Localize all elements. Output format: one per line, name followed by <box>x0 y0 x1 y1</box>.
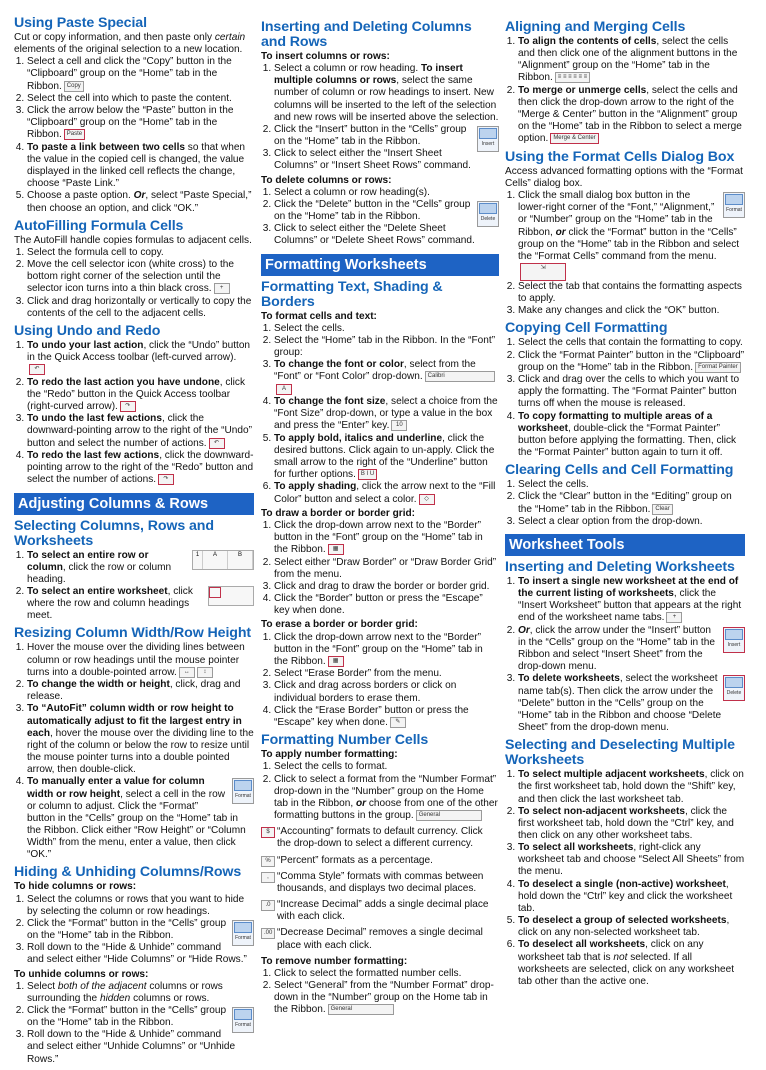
merge-center-button: Merge & Center <box>550 133 598 144</box>
increase-decimal-icon: .0 <box>261 900 275 911</box>
section-title: Formatting Number Cells <box>261 732 429 749</box>
redo-dropdown-icon: ↷ <box>158 474 174 485</box>
section-insert-delete-columns-rows: Inserting and Deleting Columns and Rows To insert columns or rows: 1. Select a column or row heading. To insert multiple columns or rows, select the same number of column or row headings to insert. New columns will be inserted to the left of the selection and new rows will be inserted above the selection. 2. Insert Click the “Insert” button in the “Cells” group on the “Home” tab in the Ribbon. 3. Click to select either the “Insert Sheet Columns” or “Insert Sheet Rows” command. To delete columns or rows: 1. Select a column or row heading(s). 2. Delete Click the “Delete” button in the “Cells” group on the “Home” tab in the Ribbon. 3. Click to select either the “Delete Sheet Columns” or “Delete Sheet Rows” command. <box>261 20 499 248</box>
section-title: Using Undo and Redo <box>14 322 161 339</box>
format-decrease-decimal: .00 “Decrease Decimal” removes a single decimal place with each click. <box>261 927 499 951</box>
intro: Cut or copy information, and then paste only certain elements of the original selection to a new location. <box>14 32 246 56</box>
section-title: Copying Cell Formatting <box>505 320 668 337</box>
insert-button-icon: 2. Insert <box>723 627 745 653</box>
percent-icon: % <box>261 856 275 867</box>
eraser-icon: ✎ <box>390 717 406 728</box>
section-title: Resizing Column Width/Row Height <box>14 625 252 642</box>
section-title: Selecting and Deselecting Multiple Worksheets <box>505 737 735 769</box>
undo-icon: ↶ <box>29 364 45 375</box>
section-autofill: AutoFilling Formula Cells The AutoFill handle copies formulas to adjacent cells. 1. Select the formula cell to copy. 2. Move the cell selector icon (white cross) to the bottom right corner of the selection until the selector icon turns into a thin black cross. + 3. Click and drag horizontally or vertically to copy the contents of the cell to the adjacent cells. <box>14 219 254 320</box>
section-copying: Copying Cell Formatting 1. Select the cells that contain the formatting to copy. 2. Click the “Format Painter” button in the “Clipboard” group on the “Home” tab in the Ribbon. Format Painter 3. Click and drag over the cells to which you want to apply the formatting. The “Format Painter” button turns off when the mouse is released. 4. To copy formatting to multiple areas of a worksheet, double-click the “Format Painter” button before applying the formatting. Then, click the “Format Painter” button again to turn it off. <box>505 321 745 459</box>
section-aligning: Aligning and Merging Cells 1. To align the contents of cells, select the cells and then click one of the alignment buttons in the “Alignment” group on the “Home” tab in the Ribbon. ≡ ≡ ≡ ≡ ≡ ≡ 2. To merge or unmerge cells, select the cells and then click the drop-down arrow to the right of the “Merge & Center” button in the “Alignment” group on the “Home” tab in the Ribbon to select a merge option. Merge & Center <box>505 20 745 146</box>
format-button-icon: 2. Format <box>232 1007 254 1033</box>
subheading: To hide columns or rows: <box>14 881 137 893</box>
steps: 1. Select a cell and click the “Copy” button in the “Clipboard” group on the “Home” tab in the Ribbon. Copy 2. Select the cell into which to paste the content. 3. Click the arrow below the “Paste” button in the “Clipboard” group on the “Home” tab in the Ribbon. Paste 4. To paste a link between two cells so that when the value in the copied cell is changed, the value displayed in the linked cell reflects the change, choose “Paste Link.” 5. Choose a paste option. Or, select “Paste Special,” then choose an option, and click “OK.” <box>14 56 254 214</box>
fill-color-icon: ◇ <box>419 494 435 505</box>
format-button-icon: 1. Format <box>723 192 745 218</box>
font-size-dropdown: 10 <box>391 420 407 431</box>
decrease-decimal-icon: .00 <box>261 928 275 939</box>
format-percent: % “Percent” formats as a percentage. <box>261 855 499 867</box>
copy-icon: Copy <box>64 81 84 92</box>
format-painter-button: Format Painter <box>695 362 741 373</box>
border-icon: ▦ <box>328 656 344 667</box>
undo-dropdown-icon: ↶ <box>209 438 225 449</box>
section-title: Using the Format Cells Dialog Box <box>505 148 735 165</box>
section-title: Formatting Text, Shading & Borders <box>261 278 443 310</box>
border-icon: ▦ <box>328 544 344 555</box>
section-clearing: Clearing Cells and Cell Formatting 1. Select the cells. 2. Click the “Clear” button in the “Editing” group on the “Home” tab in the Ribbon. Clear 3. Select a clear option from the drop-down. <box>505 463 745 528</box>
section-title: Aligning and Merging Cells <box>505 19 686 35</box>
banner-adjusting-columns-rows: Adjusting Columns & Rows <box>14 493 254 515</box>
section-title: Inserting and Deleting Columns and Rows <box>261 19 472 50</box>
column-3 <box>505 20 745 992</box>
section-title: Clearing Cells and Cell Formatting <box>505 462 734 479</box>
format-button-icon: 4. Format <box>232 778 254 804</box>
section-selecting: Selecting Columns, Rows and Worksheets 1. 1 A B To select an entire row or column, click the row or column heading. 2. To select an entire worksheet, click where the row and column headings meet. <box>14 519 254 623</box>
section-resizing: Resizing Column Width/Row Height 1. Hover the mouse over the dividing lines between column or row headings until the mouse pointer turns into a double-pointed arrow. ↔ ↕ 2. To change the width or height, click, drag and release. 3. To “AutoFit” column width or row height to automatically adjust to fit the largest entry in each, hover the mouse over the dividing line to the right of the column or below the row to resize until the mouse pointer turns into a double pointed arrow, then double-click. 4. Format To manually enter a value for column width or row height, select a cell in the row or column to adjust. Click the “Format” button in the “Cells” group on the “Home” tab in the Ribbon. Click either “Row Height” or “Column Width” from the menu, enter a value, then click “OK.” <box>14 626 254 861</box>
section-title: Selecting Columns, Rows and Worksheets <box>14 517 214 549</box>
alignment-buttons-icon: ≡ ≡ ≡ ≡ ≡ ≡ <box>555 72 590 83</box>
clear-button: Clear <box>652 504 672 515</box>
section-insert-delete-worksheets: Inserting and Deleting Worksheets 1. To insert a single new worksheet at the end of the current listing of worksheets, click the “Insert Worksheet” button that appears at the right end of the worksheet name tabs. + 2. Insert Or, click the arrow under the “Insert” button in the “Cells” group on the “Home” tab in the Ribbon and select “Insert Sheet” from the drop-down menu. 3. Delete To delete worksheets, select the worksheet name tab(s). Then click the arrow under the “Delete” button in the “Cells” group on the “Home” tab in the Ribbon and choose “Delete Sheet” from the drop-down menu. <box>505 560 745 734</box>
bold-italic-underline-icon: B I U <box>358 469 377 480</box>
font-dropdown: Calibri <box>425 371 495 382</box>
banner-formatting-worksheets: Formatting Worksheets <box>261 254 499 276</box>
delete-button-icon: 3. Delete <box>723 675 745 701</box>
resize-horizontal-icon: ↔ <box>179 667 195 678</box>
section-number-cells: Formatting Number Cells To apply number formatting: 1. Select the cells to format. 2. Click to select a format from the “Number Format” drop-down in the “Number” group on the Home tab in the Ribbon, or choose from one of the other formatting buttons in the group. General $ “Accounting” formats to default currency. Click the drop-down to select a different currency. % “Percent” formats as a percentage. , “Comma Style” formats with commas between thousands, and displays two decimal places. .0 “Increase Decimal” adds a single decimal place with each click. .00 “Decrease Decimal” removes a single decimal place with each click. To remove number formatting: 1. Click to select the formatted number cells. 2. Select “General” from the “Number Format” drop-down in the “Number” group on the Home tab in the Ribbon. General <box>261 733 499 1016</box>
section-text-shading-borders: Formatting Text, Shading & Borders To format cells and text: 1. Select the cells. 2. Select the “Home” tab in the Ribbon. In the “Font” group: 3. To change the font or color, select from the “Font” or “Font Color” drop-down. CalibriA 4. To change the font size, select a choice from the “Font Size” drop-down, or type a value in the box and press the “Enter” key. 10 5. To apply bold, italics and underline, click the desired buttons. Click again to un-apply. Click the small arrow to the right of the “Underline” button for further options. B I U 6. To apply shading, click the arrow next to the “Fill Color” button and select a color. ◇ To draw a border or border grid: 1. Click the drop-down arrow next to the “Border” button in the “Font” group on the “Home” tab in the Ribbon. ▦ 2. Select either “Draw Border” or “Draw Border Grid” from the menu. 3. Click and drag to draw the border or border grid. 4. Click the “Border” button or press the “Escape” key when done. To erase a border or border grid: 1. Click the drop-down arrow next to the “Border” button in the “Font” group on the “Home” tab in the Ribbon. ▦ 2. Select “Erase Border” from the menu. 3. Click and drag across borders or click on individual borders to erase them. 4. Click the “Erase Border” button or press the “Escape” key when done. ✎ <box>261 280 499 730</box>
paste-icon: Paste <box>64 129 85 140</box>
format-increase-decimal: .0 “Increase Decimal” adds a single decimal place with each click. <box>261 899 499 923</box>
section-hiding: Hiding & Unhiding Columns/Rows To hide columns or rows: 1. Select the columns or rows that you want to hide by selecting the column or row headings. 2. Format Click the “Format” button in the “Cells” group on the “Home” tab in the Ribbon. 3. Roll down to the “Hide & Unhide” command and select either “Hide Columns” or “Hide Rows.” To unhide columns or rows: 1. Select both of the adjacent columns or rows surrounding the hidden columns or rows. 2. Format Click the “Format” button in the “Cells” group on the “Home” tab in the Ribbon. 3. Roll down to the “Hide & Unhide” command and select either “Unhide Columns” or “Unhide Rows.” <box>14 865 254 1065</box>
section-title: Hiding & Unhiding Columns/Rows <box>14 864 242 881</box>
select-all-corner-icon <box>208 586 254 606</box>
section-select-multiple-worksheets: Selecting and Deselecting Multiple Worksheets 1. To select multiple adjacent worksheets, click on the first worksheet tab, hold down the “Shift” key, and then click the last worksheet tab. 2. To select non-adjacent worksheets, click the first worksheet tab, hold down the “Ctrl” key, and then click on any other worksheet tabs. 3. To select all worksheets, right-click any worksheet tab and choose “Select All Sheets” from the menu. 4. To deselect a single (non-active) worksheet, hold down the “Ctrl” key and click the worksheet tab. 5. To deselect a group of selected worksheets, click on any non-selected worksheet tab. 6. To deselect all worksheets, click on any worksheet tab that is not selected. If all worksheets are selected, click on any worksheet tab other than the active one. <box>505 738 745 988</box>
number-format-dropdown: General <box>328 1004 394 1015</box>
number-format-dropdown: General <box>416 810 482 821</box>
insert-worksheet-plus-icon: + <box>666 612 682 623</box>
subheading: To unhide columns or rows: <box>14 968 149 980</box>
insert-button-icon: 2. Insert <box>477 126 499 152</box>
redo-icon: ↷ <box>120 401 136 412</box>
format-comma: , “Comma Style” formats with commas between thousands, and displays two decimal places. <box>261 871 499 895</box>
section-title: AutoFilling Formula Cells <box>14 217 184 234</box>
resize-vertical-icon: ↕ <box>197 667 213 678</box>
section-paste-special <box>14 16 254 215</box>
format-button-icon: 2. Format <box>232 920 254 946</box>
section-title: Inserting and Deleting Worksheets <box>505 559 735 575</box>
section-undo-redo: Using Undo and Redo 1. To undo your last action, click the “Undo” button in the Quick Access toolbar (left-curved arrow).↶ 2. To redo the last action you have undone, click the “Redo” button in the Quick Access toolbar (right-curved arrow). ↷ 3. To undo the last few actions, click the downward-pointing arrow to the right of the “Undo” button and select the number of actions. ↶ 4. To redo the last few actions, click the downward-pointing arrow to the right of the “Redo” button and select the number of actions. ↷ <box>14 324 254 487</box>
format-accounting: $ “Accounting” formats to default currency. Click the drop-down to select a different currency. <box>261 826 499 850</box>
delete-button-icon: 2. Delete <box>477 201 499 227</box>
font-color-icon: A <box>276 384 292 395</box>
accounting-icon: $ <box>261 827 275 838</box>
column-1 <box>14 16 254 1070</box>
comma-icon: , <box>261 872 275 883</box>
column-2 <box>261 20 499 1021</box>
banner-worksheet-tools: Worksheet Tools <box>505 534 745 556</box>
font-group-dialog-launcher-icon: ⇲ <box>520 263 566 281</box>
row-column-heading-icon: 1. 1 A B <box>192 550 254 570</box>
section-format-dialog: Using the Format Cells Dialog Box Access advanced formatting options with the “Format Cells” dialog box. 1. Format Click the small dialog box button in the lower-right corner of the “Font,” “Alignment,” or “Number” group on the “Home” tab in the Ribbon, or click the “Format” button in the “Cells” group on the “Home” tab in the Ribbon and select the “Format Cells” command from the menu.⇲ 2. Select the tab that contains the formatting aspects to apply. 3. Make any changes and click the “OK” button. <box>505 150 745 318</box>
section-title: Using Paste Special <box>14 15 147 31</box>
thin-cross-icon: + <box>214 283 230 294</box>
